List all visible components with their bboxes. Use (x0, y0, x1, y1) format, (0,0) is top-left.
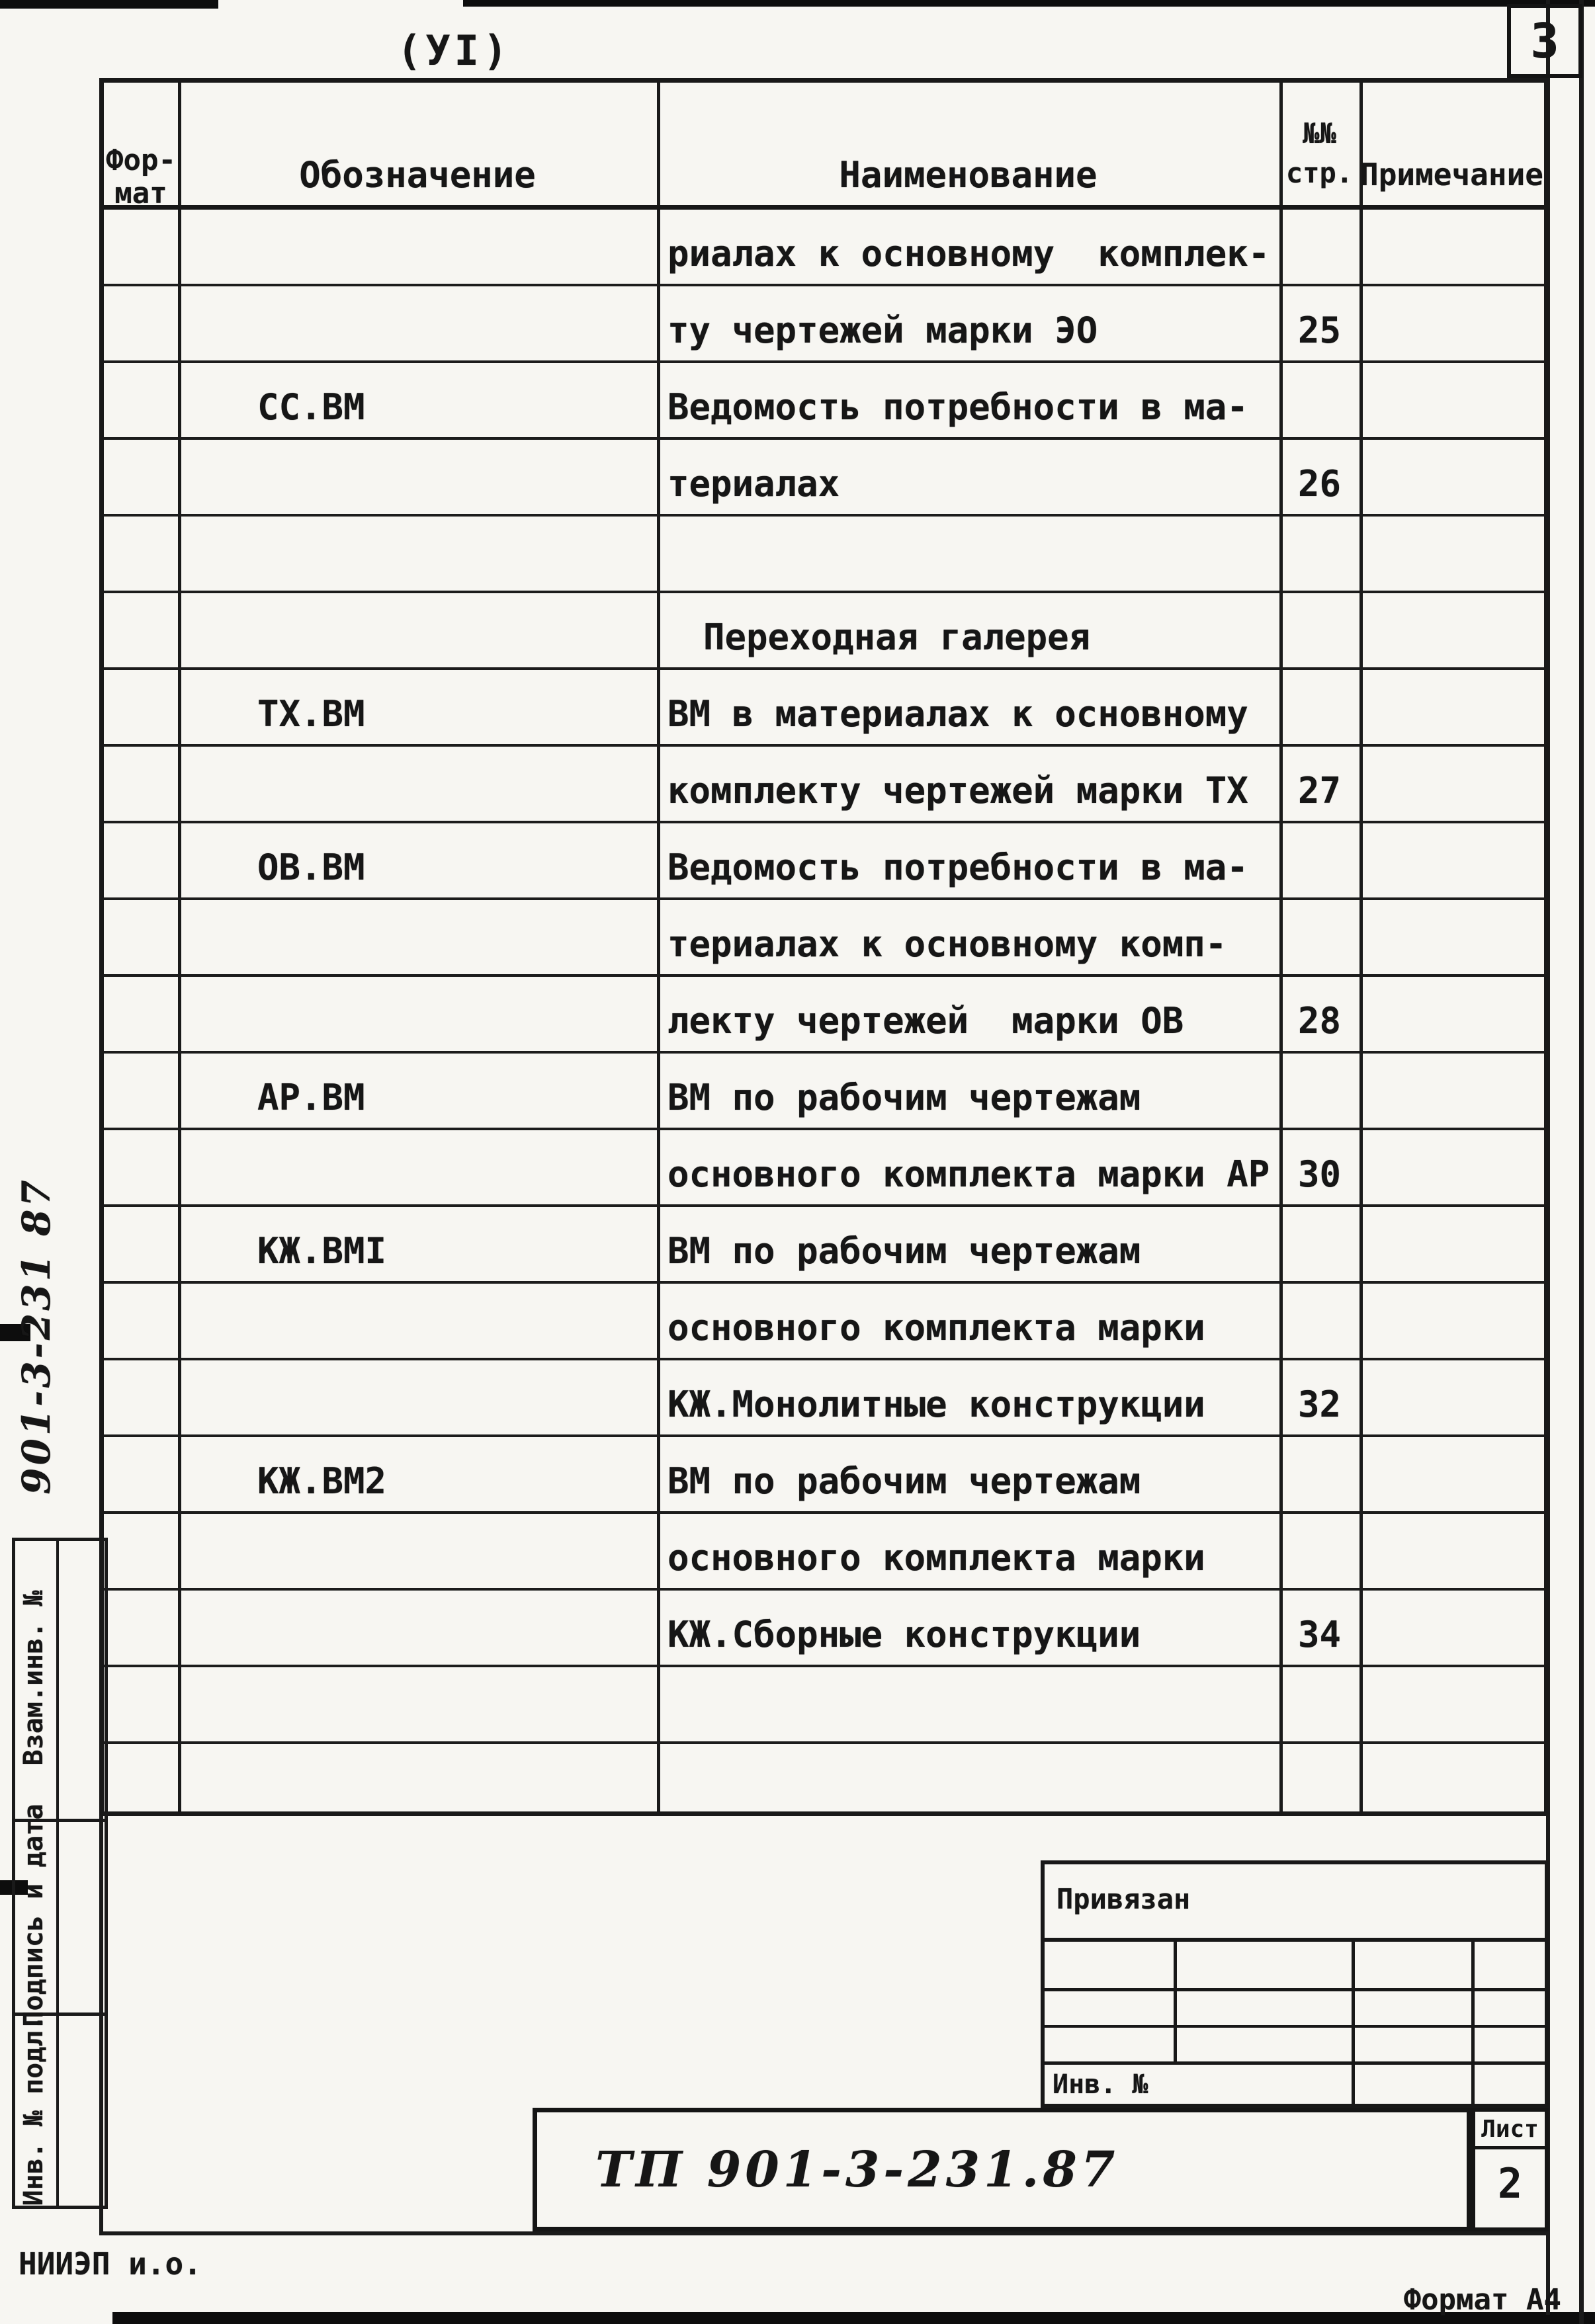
sidebar-divider-vertical (56, 1541, 59, 2206)
frame-outer-right-line (1579, 0, 1584, 2324)
title-block-vline-3 (1471, 1942, 1475, 2104)
row-name: Ведомость потребности в ма- (668, 386, 1248, 428)
margin-doc-number-handwritten: 901-3-231 87 (14, 1177, 59, 1495)
row-name: КЖ.Сборные конструкции (668, 1614, 1141, 1655)
table-row (104, 977, 1544, 1054)
document-number-stamp (533, 2108, 1471, 2231)
table-row (104, 210, 1544, 286)
row-name: териалах (668, 463, 840, 505)
title-block-label-row-line (1045, 1938, 1545, 1942)
row-page: 34 (1297, 1614, 1342, 1655)
table-row (104, 1207, 1544, 1284)
table-row (104, 1744, 1544, 1821)
row-designation: СС.ВМ (257, 386, 365, 428)
table-row (104, 823, 1544, 900)
table-rows (104, 210, 1544, 1821)
header-note: Примечание (1360, 157, 1543, 192)
title-block-hline-3 (1045, 2061, 1545, 2065)
row-name: териалах к основному комп- (668, 923, 1227, 965)
row-name: риалах к основному комплек- (668, 233, 1270, 274)
row-name: ту чертежей марки ЭО (668, 310, 1098, 351)
row-page: 25 (1297, 310, 1342, 351)
row-page: 27 (1297, 770, 1342, 811)
table-row (104, 1130, 1544, 1207)
sheet-label: Лист (1481, 2116, 1539, 2143)
row-page: 26 (1297, 463, 1342, 505)
row-designation: КЖ.ВМ2 (257, 1460, 387, 1502)
page-number-box (1507, 4, 1582, 78)
table-row (104, 1667, 1544, 1744)
scan-artifact (0, 0, 218, 9)
table-row (104, 286, 1544, 363)
table-row (104, 1054, 1544, 1130)
header-pages-line2: стр. (1285, 157, 1354, 189)
row-name: ВМ в материалах к основному (668, 693, 1248, 735)
row-designation: ОВ.ВМ (257, 847, 365, 888)
table-row (104, 747, 1544, 823)
title-block-inv-label: Инв. № (1053, 2069, 1148, 2100)
frame-bottom-line (99, 2231, 1549, 2235)
row-name: Переходная галерея (703, 616, 1091, 658)
table-row (104, 440, 1544, 517)
table-row (104, 517, 1544, 593)
row-name: основного комплекта марки (668, 1307, 1205, 1349)
header-format-line2: мат (114, 177, 167, 210)
binding-title-block (1041, 1860, 1549, 2108)
row-name: комплекту чертежей марки ТХ (668, 770, 1248, 811)
document-index-table (99, 78, 1549, 1816)
row-designation: ТХ.ВМ (257, 693, 365, 735)
scan-artifact (112, 2312, 1595, 2324)
sheet-number: 2 (1497, 2159, 1523, 2208)
title-block-label: Привязан (1056, 1883, 1191, 1915)
table-row (104, 1514, 1544, 1591)
header-bottom-line (104, 205, 1544, 210)
title-block-vline-1 (1174, 1942, 1177, 2061)
header-designation: Обозначение (299, 154, 536, 196)
table-row (104, 593, 1544, 670)
sidebar-label-vzam-inv: Взам.инв. № (19, 1590, 49, 1766)
row-designation: АР.ВМ (257, 1077, 365, 1118)
header-name: Наименование (839, 154, 1098, 196)
table-row (104, 900, 1544, 977)
scan-artifact (463, 0, 1595, 7)
row-name: КЖ.Монолитные конструкции (668, 1384, 1205, 1425)
table-row (104, 1284, 1544, 1360)
header-format-line1: Фор- (106, 144, 176, 177)
row-page: 32 (1297, 1384, 1342, 1425)
row-name: Ведомость потребности в ма- (668, 847, 1248, 888)
organization-note: НИИЭП и.о. (19, 2246, 202, 2282)
title-block-hline-1 (1045, 1988, 1545, 1991)
table-row (104, 670, 1544, 747)
paper-format-note: Формат А4 (1403, 2283, 1561, 2317)
table-row (104, 363, 1544, 440)
row-designation: КЖ.ВМI (257, 1230, 387, 1272)
title-block-vline-2 (1352, 1942, 1355, 2104)
sidebar-label-podpis-data: Подпись и дата (19, 1804, 49, 2027)
table-row (104, 1437, 1544, 1514)
table-row (104, 1360, 1544, 1437)
row-name: ВМ по рабочим чертежам (668, 1230, 1141, 1272)
sidebar-label-inv-podl: Инв. № подл. (19, 2014, 49, 2206)
row-name: ВМ по рабочим чертежам (668, 1460, 1141, 1502)
row-name: основного комплекта марки (668, 1537, 1205, 1579)
document-number-handwritten: ТП 901-3-231.87 (595, 2141, 1119, 2198)
title-block-hline-2 (1045, 2025, 1545, 2028)
sheet-cell-divider (1475, 2146, 1545, 2149)
page-number: 3 (1530, 13, 1559, 69)
row-name: лекту чертежей марки ОВ (668, 1000, 1184, 1042)
row-name: ВМ по рабочим чертежам (668, 1077, 1141, 1118)
sheet-section-label: (УІ) (397, 26, 512, 75)
sheet-number-cell (1471, 2108, 1549, 2231)
row-page: 28 (1297, 1000, 1342, 1042)
row-page: 30 (1297, 1153, 1342, 1195)
row-name: основного комплекта марки АР (668, 1153, 1270, 1195)
table-row (104, 1591, 1544, 1667)
header-pages-line1: №№ (1303, 117, 1336, 149)
